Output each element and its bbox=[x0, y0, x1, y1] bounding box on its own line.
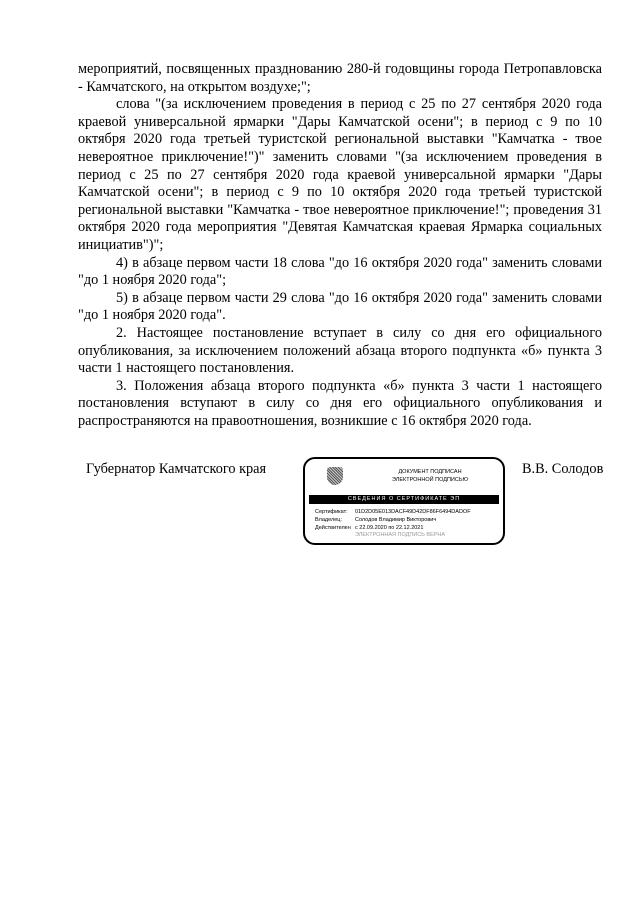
paragraph: 4) в абзаце первом части 18 слова "до 16 октября 2020 года" заменить словами "до 1 ноября 2020 года"; bbox=[78, 254, 602, 289]
stamp-title: ДОКУМЕНТ ПОДПИСАН ЭЛЕКТРОННОЙ ПОДПИСЬЮ bbox=[391, 469, 469, 483]
paragraph: слова "(за исключением проведения в период с 25 по 27 сентября 2020 года краевой универсальной ярмарки "Дары Камчатской осени"; в период с 9 по 10 октября 2020 года третьей туристской региональной выставки "Камчатка - твое невероятное приключение!")" заменить словами "(за исключением проведения в период с 25 по 27 сентября 2020 года краевой универсальной ярмарки "Дары Камчатской осени"; в период с 9 по 10 октября 2020 года третьей туристской региональной выставки "Камчатка - твое невероятное приключение!"; проведения 31 октября 2020 года мероприятия "Девятая Камчатская краевая Ярмарка социальных инициатив")"; bbox=[78, 96, 602, 253]
stamp-header: СВЕДЕНИЯ О СЕРТИФИКАТЕ ЭП bbox=[309, 495, 499, 504]
paragraph: 5) в абзаце первом части 29 слова "до 16 октября 2020 года" заменить словами "до 1 ноября 2020 года". bbox=[78, 289, 602, 324]
stamp-details: Сертификат: 01D2D05E013DACF49D42DF86F6494DADOF Владелец: Солодов Владимир Викторович Действителен с 22.09.2020 по 22.12.2021 bbox=[315, 509, 471, 531]
paragraph: мероприятий, посвященных празднованию 280-й годовщины города Петропавловска - Камчатского, на открытом воздухе;"; bbox=[78, 61, 602, 95]
paragraph: 2. Настоящее постановление вступает в силу со дня его официального опубликования, за исключением положений абзаца второго подпункта «б» пункта 3 части 1 настоящего постановления. bbox=[78, 324, 602, 377]
electronic-signature-stamp bbox=[303, 457, 505, 545]
stamp-footer: ЭЛЕКТРОННАЯ ПОДПИСЬ ВЕРНА bbox=[355, 532, 446, 538]
signatory-name: В.В. Солодов bbox=[522, 461, 604, 477]
document-body bbox=[78, 61, 602, 430]
paragraph: 3. Положения абзаца второго подпункта «б» пункта 3 части 1 настоящего постановления вступают в силу со дня его официального опубликования и распространяются на правоотношения, возникшие с 16 октября 2020 года. bbox=[78, 377, 602, 429]
emblem-icon bbox=[327, 467, 343, 485]
signatory-position: Губернатор Камчатского края bbox=[86, 461, 267, 477]
